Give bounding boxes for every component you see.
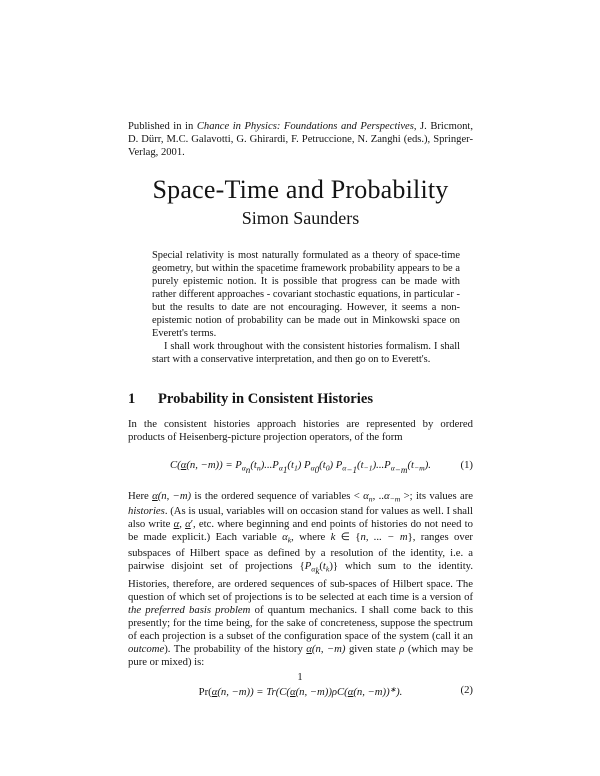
abstract [152, 249, 460, 366]
abstract-paragraph-2: I shall work throughout with the consistent histories formalism. I shall start with a conservative interpretation, and then go on to Everett's. [152, 341, 460, 365]
section-1-heading [128, 391, 473, 408]
section-1-number: 1 [128, 391, 136, 407]
equation-1-number: (1) [460, 459, 473, 471]
publication-note: Published in in Chance in Physics: Foundations and Perspectives, J. Bricmont, D. Dürr, M.C. Galavotti, G. Ghirardi, F. Petruccione, N. Zanghi (eds.), Springer-Verlag, 2001. [128, 121, 474, 158]
section-1-intro-paragraph: In the consistent histories approach histories are represented by ordered products of Heisenberg-picture projection operators, of the form [128, 418, 473, 443]
abstract-paragraph-1: Special relativity is most naturally formulated as a theory of space-time geometry, but within the spacetime framework probability appears to be a purely epistemic notion. It is possible that progress can be made with rather different approaches - covariant stochastic equations, in particular - but the results to date are not encouraging. However, it seems a non-epistemic notion of probability can be made out in Minkowski space on Everett's terms. [152, 250, 460, 339]
equation-1-body: C(α(n, $-m)) = P_\alpha n(t_n)...P_\alpha 1(t_1)$ $P_\alpha 0(t_0)$ $P_\alpha-1(t_{-1})...P_\alpha-m(t_{-m})$. [170, 459, 431, 475]
page-number: 1 [297, 672, 303, 683]
equation-2-number: (2) [460, 683, 473, 696]
main-body-paragraph: Here α(n, −m) is the ordered sequence of variables < $\alpha_n$, $..\alpha_{-m}$ >; its values are histories. (As is usual, variables will on occasion stand for values as well. I shall also write α, α′, etc. where beginning and end points of histories do not need to be made explicit.) Each variable $\alpha_k$, where k ∈ {n, ... − m}, ranges over subspaces of Hilbert space as defined by a resolution of the identity, i.e. a pairwise disjoint set of projections $\{P_\alpha k(t_k)\}$ which sum to the identity. Histories, therefore, are ordered sequences of sub-spaces of Hilbert space. The question of which set of projections is to be selected at each time is a version of the preferred basis problem of quantum mechanics. I shall come back to this presently; for the time being, for the sake of concreteness, suppose the spectrum of each projection is a subset of the configuration space of the system (call it an outcome). The probability of the history α(n, −m) given state ρ (which may be pure or mixed) is: [128, 490, 474, 668]
equation-2-body: Pr(α(n, −m)) = Tr(C(α(n, −m))ρC(α(n, −m))∗). [198, 684, 403, 698]
section-1-title: Probability in Consistent Histories [158, 391, 374, 407]
text-column [128, 120, 473, 712]
paper-title: Space-Time and Probability [152, 175, 449, 204]
paper-author: Simon Saunders [241, 208, 360, 228]
equation-1 [128, 458, 473, 477]
equation-2 [128, 683, 473, 699]
